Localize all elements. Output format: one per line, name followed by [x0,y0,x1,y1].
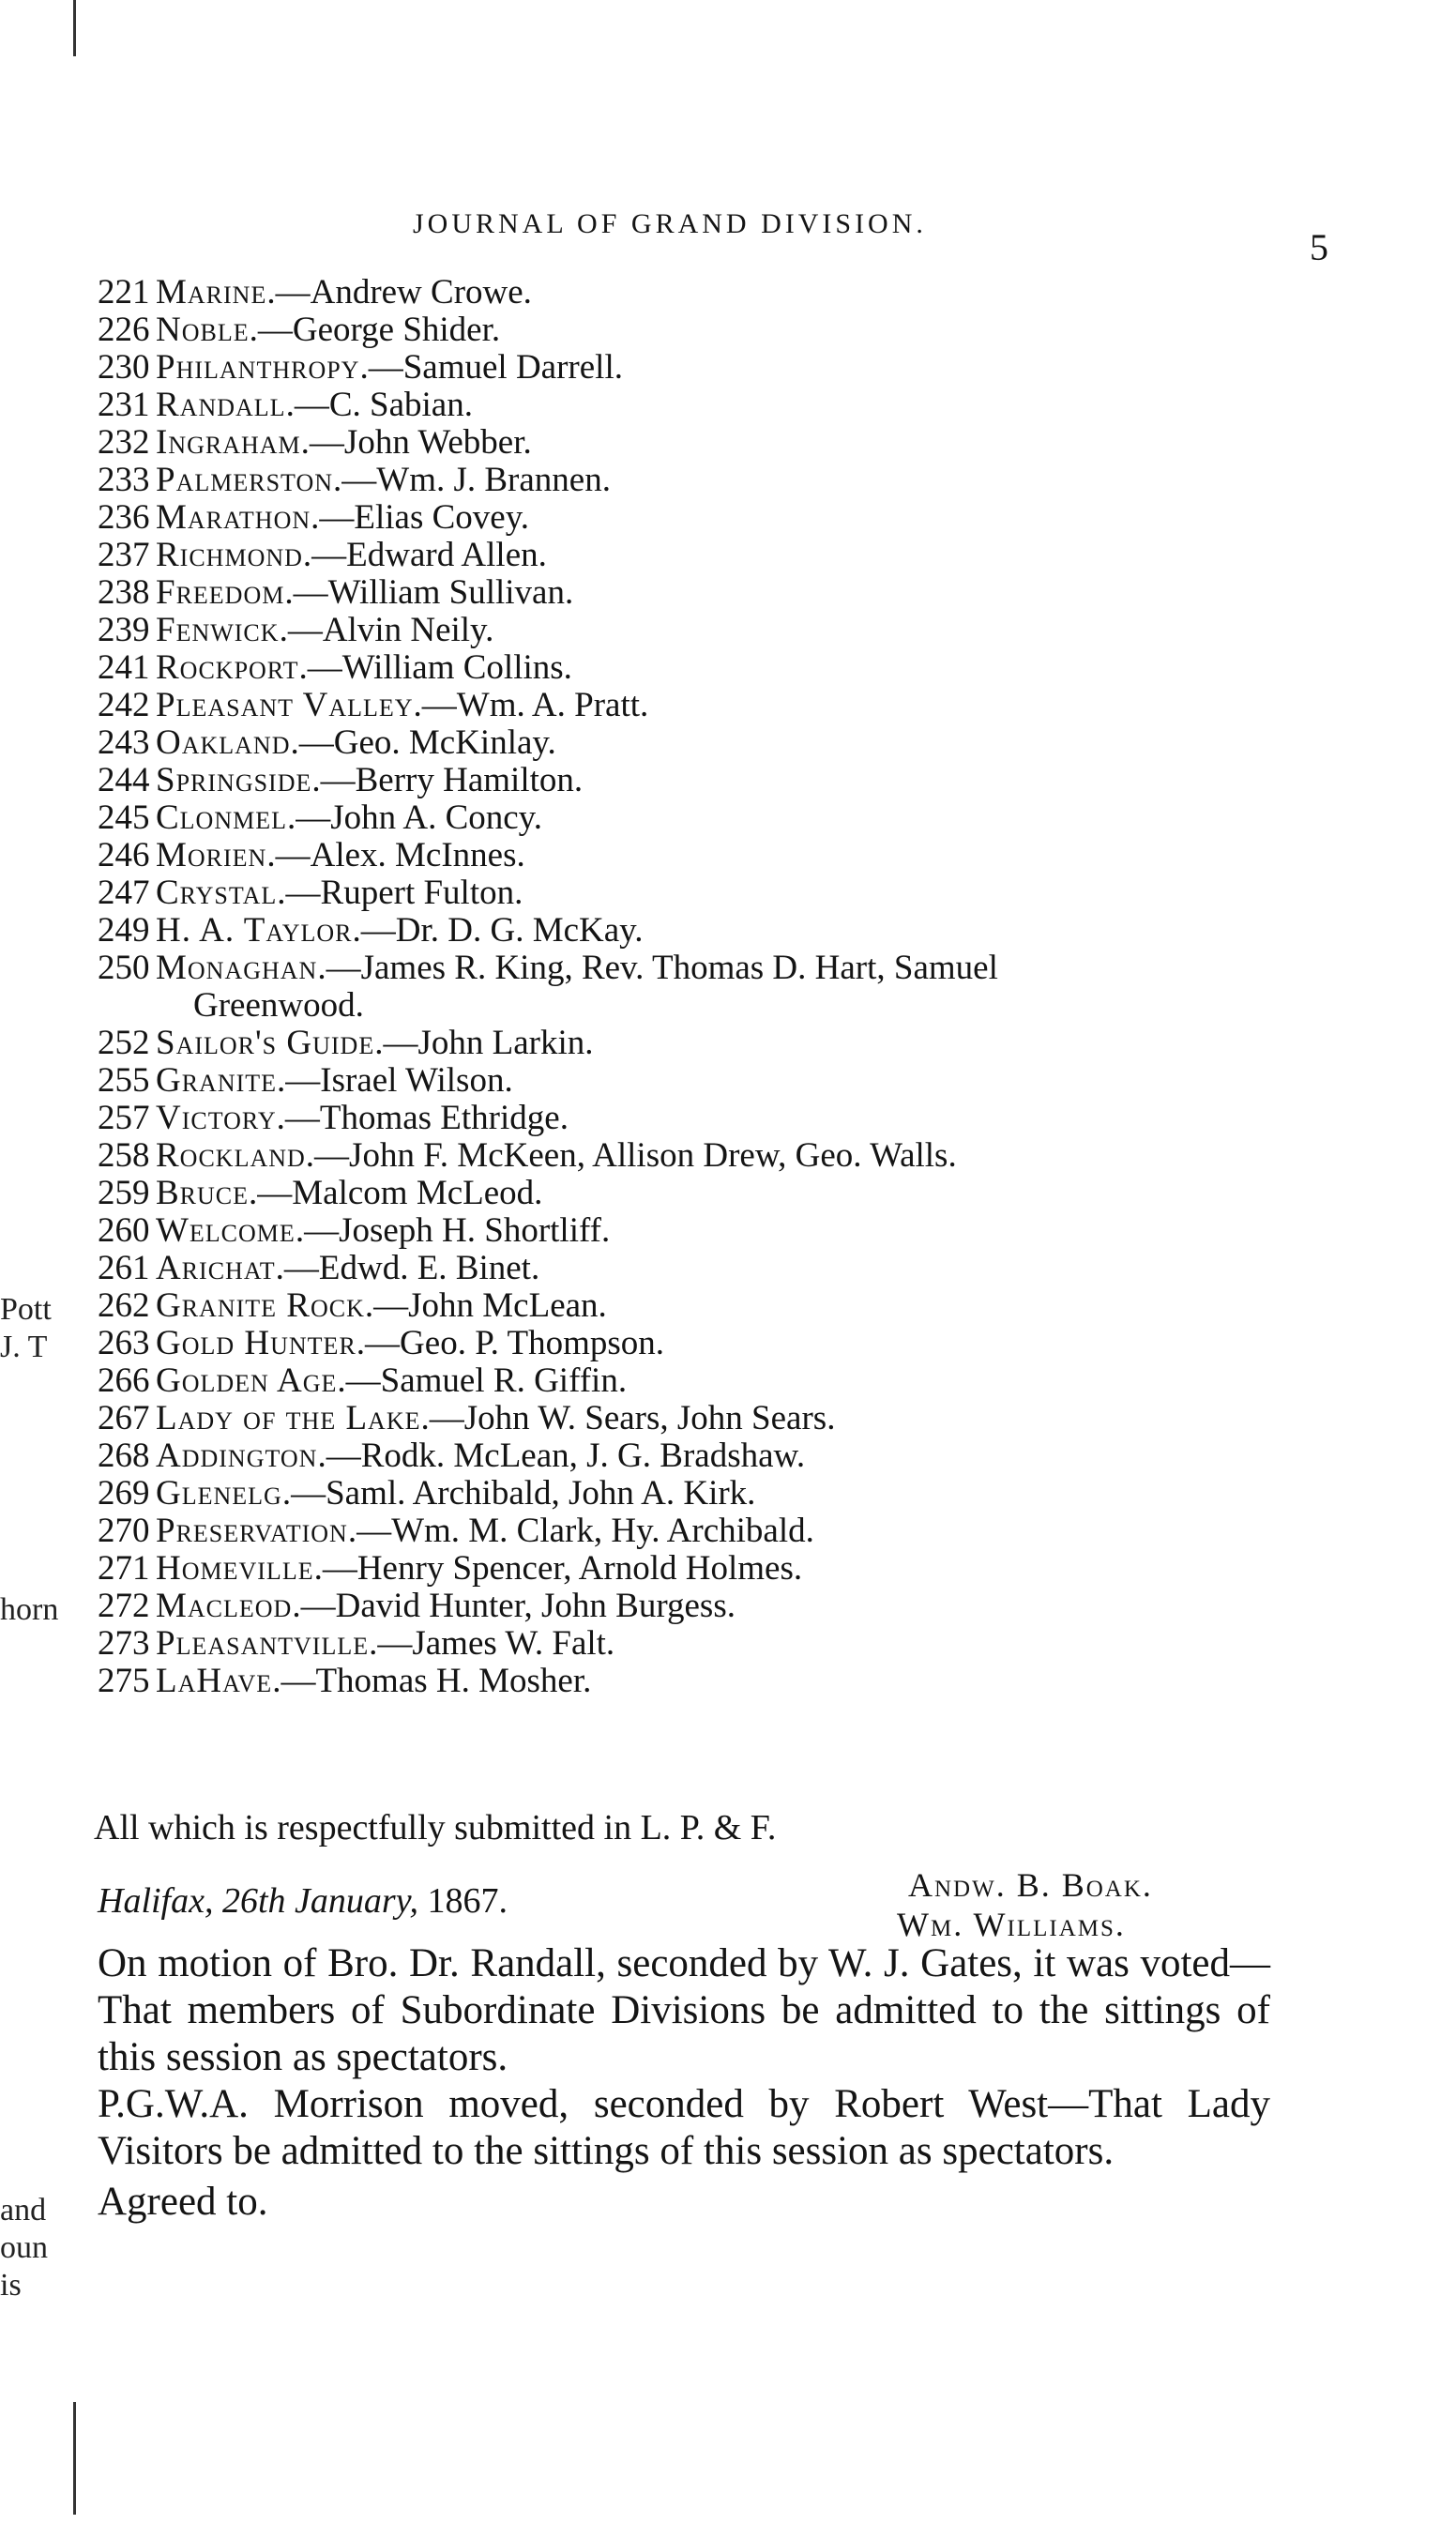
division-name: Sailor's Guide [156,1024,375,1062]
division-entry [0,874,1456,912]
division-entry [0,1062,1456,1100]
division-officers: .—James W. Falt. [369,1624,615,1663]
division-number: 260 [98,1211,150,1250]
division-number: 226 [98,311,150,349]
margin-fragment [0,1404,94,1441]
division-number: 238 [98,573,150,612]
division-officers: .—John McLean. [364,1286,607,1325]
running-head: JOURNAL OF GRAND DIVISION. [413,208,927,239]
division-number: 237 [98,536,150,574]
division-officers-continued: Greenwood. [193,986,364,1025]
division-officers: .—Samuel Darrell. [359,348,623,387]
margin-fragment [0,1817,94,1854]
division-officers: .—Saml. Archibald, John A. Kirk. [281,1474,756,1513]
division-officers: .—George Shider. [249,311,501,349]
division-number: 239 [98,611,150,649]
division-name: Glenelg [156,1474,282,1513]
division-number: 233 [98,461,150,499]
division-officers: .—Wm. M. Clark, Hy. Archibald. [347,1512,814,1550]
margin-fragment [0,1554,94,1591]
division-name: Philanthropy [156,348,360,387]
division-name: Morien [156,836,267,874]
division-number: 221 [98,273,150,312]
division-entry [0,1513,1456,1550]
margin-fragment [0,2117,94,2154]
division-entry [0,762,1456,799]
division-officers: .—Elias Covey. [311,498,530,537]
division-name: Rockport [156,648,299,687]
division-entry [0,1325,1456,1362]
division-name: Randall [156,386,286,424]
division-number: 232 [98,423,150,462]
division-entry [0,462,1456,499]
division-officers: .—Henry Spencer, Arnold Holmes. [313,1549,803,1588]
division-entry [0,950,1456,1025]
division-officers: .—C. Sabian. [285,386,473,424]
division-officers: .—Andrew Crowe. [266,273,532,312]
division-number: 245 [98,798,150,837]
date-place: Halifax, 26th January, [98,1881,418,1921]
division-number: 262 [98,1286,150,1325]
division-name: Clonmel [156,798,287,837]
motion-paragraph: On motion of Bro. Dr. Randall, seconded by W. J. Gates, it was voted—That members of Subordinate Divisions be admitted to the sittings of this session as spectators. [98,1941,1270,2079]
division-number: 236 [98,498,150,537]
margin-fragment [0,1479,94,1516]
margin-fragment [0,2042,94,2079]
division-officers: .—Edwd. E. Binet. [275,1249,540,1287]
division-entry [0,799,1456,837]
margin-fragment [0,2154,94,2192]
margin-fragment [0,1854,94,1892]
division-officers: .—Wm. J. Brannen. [333,461,611,499]
division-officers: .—Edward Allen. [302,536,547,574]
division-entry [0,612,1456,649]
division-number: 269 [98,1474,150,1513]
division-entry [0,837,1456,874]
division-entry [0,1025,1456,1062]
division-name: Fenwick [156,611,280,649]
division-number: 255 [98,1061,150,1100]
division-entry [0,1550,1456,1588]
margin-fragment [0,1892,94,1929]
division-number: 252 [98,1024,150,1062]
margin-fragment: oun [0,2230,48,2265]
division-name: Richmond [156,536,303,574]
division-officers: .—John W. Sears, John Sears. [420,1399,836,1437]
margin-fragment [0,1741,94,1779]
division-officers: .—Geo. P. Thompson. [356,1324,665,1362]
division-entry [0,387,1456,424]
margin-fragment [0,1779,94,1817]
division-officers: .—John Larkin. [374,1024,594,1062]
division-name: Noble [156,311,250,349]
division-name: Granite Rock [156,1286,365,1325]
division-entry [0,1625,1456,1663]
division-name: Springside [156,761,312,799]
margin-fragment [0,1516,94,1554]
division-name: Oakland [156,723,291,762]
division-number: 249 [98,911,150,950]
binding-edge-mark [73,2402,76,2515]
division-name: Gold Hunter [156,1324,356,1362]
division-entry [0,1175,1456,1212]
margin-fragment [0,1704,94,1741]
margin-fragment [0,1666,94,1704]
division-name: H. A. Taylor [156,911,353,950]
division-number: 244 [98,761,150,799]
division-officers: .—Berry Hamilton. [311,761,584,799]
division-entry [0,1400,1456,1437]
division-officers: .—John A. Concy. [287,798,543,837]
division-number: 266 [98,1361,150,1400]
division-number: 246 [98,836,150,874]
division-number: 268 [98,1437,150,1475]
division-entry [0,912,1456,950]
division-name: Arichat [156,1249,276,1287]
division-number: 257 [98,1099,150,1137]
division-entry [0,1437,1456,1475]
division-name: Bruce [156,1174,250,1212]
division-name: Rockland [156,1136,306,1175]
signer-name: Andw. B. Boak. [908,1866,1153,1904]
division-name: Macleod [156,1587,293,1625]
division-number: 272 [98,1587,150,1625]
division-entry [0,1475,1456,1513]
division-name: Ingraham [156,423,301,462]
division-entry [0,1137,1456,1175]
binding-edge-mark [73,0,76,56]
page-number: 5 [1310,226,1328,268]
division-officers: .—Malcom McLeod. [249,1174,543,1212]
division-officers: .—William Collins. [298,648,572,687]
division-name: Lady of the Lake [156,1399,421,1437]
margin-fragment [0,1441,94,1479]
division-name: Homeville [156,1549,314,1588]
division-number: 250 [98,949,150,987]
division-entry [0,1663,1456,1700]
division-officers: .—Rodk. McLean, J. G. Bradshaw. [317,1437,806,1475]
division-name: Pleasantville [156,1624,370,1663]
division-name: Welcome [156,1211,296,1250]
division-officers: .—Dr. D. G. McKay. [352,911,644,950]
division-officers: .—William Sullivan. [284,573,574,612]
division-officers: .—Joseph H. Shortliff. [295,1211,611,1250]
division-officers: .—Thomas Ethridge. [276,1099,569,1137]
division-number: 273 [98,1624,150,1663]
division-entry [0,1212,1456,1250]
division-name: Pleasant Valley [156,686,414,724]
division-name: Freedom [156,573,285,612]
division-officers: .—Israel Wilson. [277,1061,513,1100]
division-name: Granite [156,1061,278,1100]
division-number: 231 [98,386,150,424]
division-entry [0,1588,1456,1625]
division-number: 259 [98,1174,150,1212]
division-officers: .—Wm. A. Pratt. [413,686,649,724]
division-number: 270 [98,1512,150,1550]
division-name: LaHave [156,1662,273,1700]
division-entry [0,1362,1456,1400]
margin-fragment [0,2004,94,2042]
margin-fragment: is [0,2268,22,2303]
division-number: 241 [98,648,150,687]
division-entry [0,687,1456,724]
agreement-line: Agreed to. [98,2180,268,2224]
division-number: 258 [98,1136,150,1175]
division-name: Preservation [156,1512,348,1550]
signer-name: Wm. Williams. [897,1906,1126,1943]
margin-fragment: Pott [0,1292,52,1327]
margin-fragment [0,2079,94,2117]
signatories [897,1865,1153,1944]
division-entry [0,1287,1456,1325]
margin-fragments [0,1291,94,2304]
division-number: 263 [98,1324,150,1362]
division-entry [0,1100,1456,1137]
margin-fragment: and [0,2193,47,2228]
division-officers: .—Alex. McInnes. [266,836,525,874]
margin-fragment: J. T [0,1330,48,1364]
division-officers: .—Alvin Neily. [279,611,494,649]
division-entry [0,574,1456,612]
division-list [0,274,1456,1700]
margin-fragment [0,1929,94,1967]
division-name: Palmerston [156,461,334,499]
division-name: Marathon [156,498,311,537]
division-officers: .—James R. King, Rev. Thomas D. Hart, Samuel [317,949,998,987]
motion-paragraph: P.G.W.A. Morrison moved, seconded by Robert West—That Lady Visitors be admitted to the sittings of this session as spectators. [98,2082,1270,2173]
division-number: 247 [98,874,150,912]
division-officers: .—John Webber. [300,423,532,462]
division-officers: .—Thomas H. Mosher. [272,1662,592,1700]
division-entry [0,724,1456,762]
division-number: 267 [98,1399,150,1437]
dateline [98,1880,508,1922]
division-number: 242 [98,686,150,724]
division-number: 261 [98,1249,150,1287]
date-year: 1867. [417,1881,508,1921]
division-entry [0,349,1456,387]
division-name: Crystal [156,874,278,912]
division-officers: .—David Hunter, John Burgess. [292,1587,736,1625]
division-entry [0,312,1456,349]
division-entry [0,499,1456,537]
division-number: 271 [98,1549,150,1588]
margin-fragment: horn [0,1592,59,1627]
division-entry [0,537,1456,574]
division-name: Golden Age [156,1361,338,1400]
division-name: Victory [156,1099,277,1137]
division-number: 230 [98,348,150,387]
division-entry [0,1250,1456,1287]
division-number: 275 [98,1662,150,1700]
margin-fragment [0,1366,94,1404]
division-number: 243 [98,723,150,762]
division-officers: .—Samuel R. Giffin. [337,1361,628,1400]
division-name: Addington [156,1437,318,1475]
division-officers: .—Geo. McKinlay. [290,723,556,762]
division-name: Marine [156,273,267,312]
margin-fragment [0,1629,94,1666]
submission-line: All which is respectfully submitted in L. P. & F. [94,1808,777,1847]
division-name: Monaghan [156,949,318,987]
division-officers: .—Rupert Fulton. [277,874,523,912]
division-officers: .—John F. McKeen, Allison Drew, Geo. Walls. [305,1136,957,1175]
margin-fragment [0,1967,94,2004]
division-entry [0,274,1456,312]
division-entry [0,649,1456,687]
division-entry [0,424,1456,462]
